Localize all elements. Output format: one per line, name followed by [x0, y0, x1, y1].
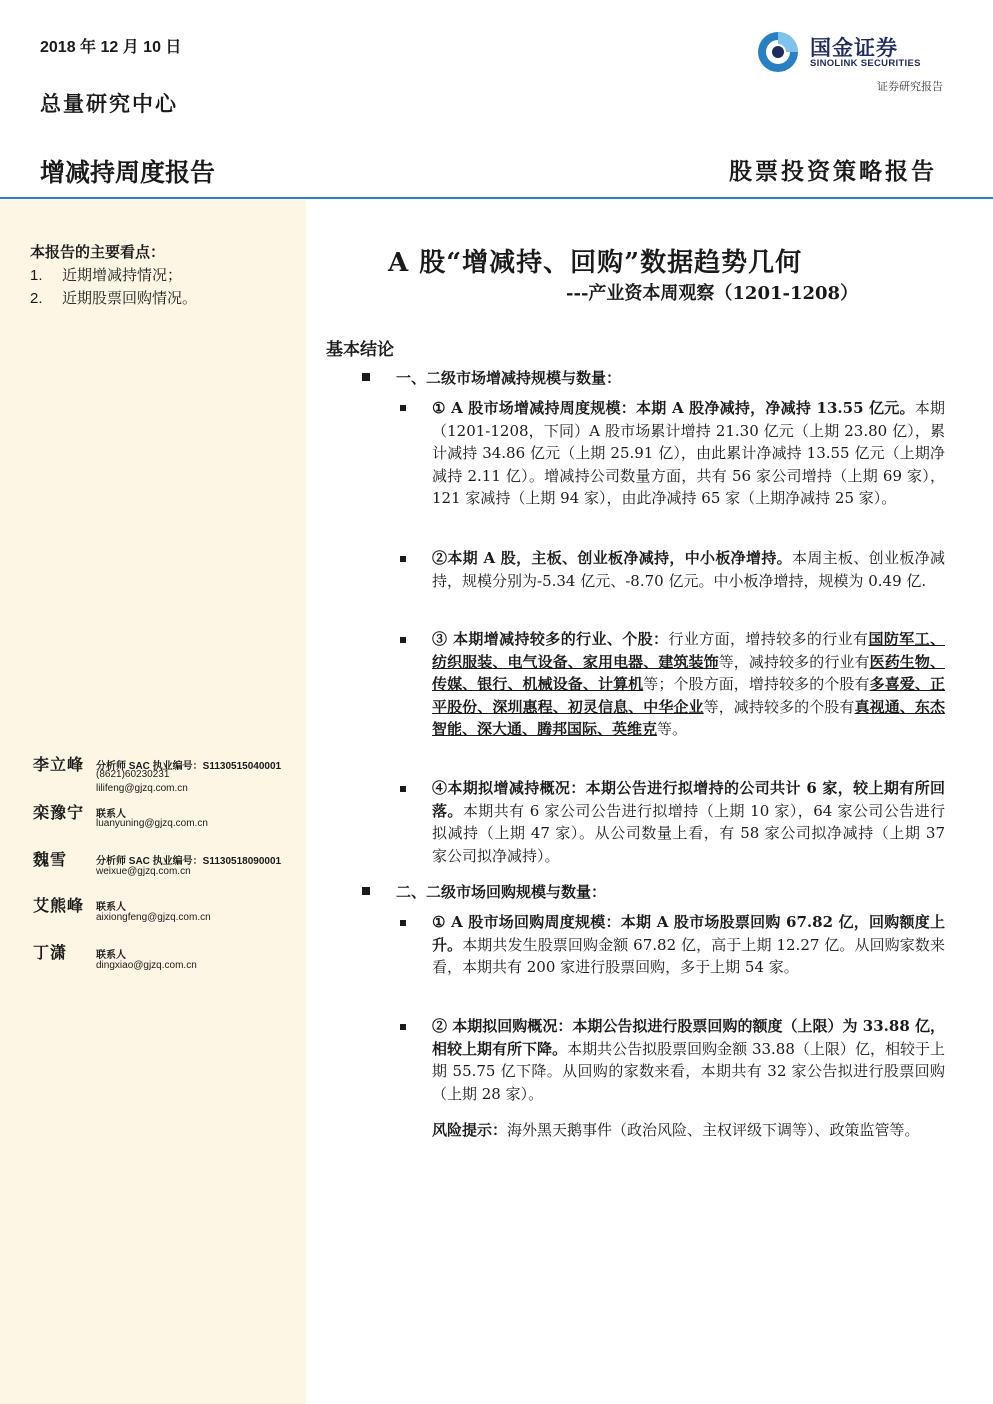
author-email[interactable]: weixue@gjzq.com.cn: [96, 866, 191, 877]
item-bullet-icon: [400, 1024, 406, 1030]
author-email[interactable]: dingxiao@gjzq.com.cn: [96, 960, 197, 971]
industry-list-down: 医药生物、传媒、银行、机械设备、计算机: [432, 652, 945, 694]
stock-list-down: 真视通、东杰智能、深大通、腾邦国际、英维克: [432, 697, 945, 739]
author-role: 联系人: [96, 809, 126, 820]
report-title: 增减持周度报告: [40, 159, 216, 187]
highlight-item: [30, 264, 182, 285]
author-name: 丁潇: [33, 943, 68, 962]
paragraph: [432, 547, 945, 592]
section-title: 二、二级市场回购规模与数量：: [396, 883, 607, 901]
paragraph-body: 本周主板、创业板净减持，规模分别为-5.34 亿元、-8.70 亿元。中小板净增持，规模为 0.49 亿.: [432, 549, 945, 590]
paragraph: [432, 911, 945, 979]
report-date: 2018 年 12 月 10 日: [40, 39, 182, 56]
main-subtitle: ---产业资本周观察（1201-1208）: [566, 283, 859, 304]
brand-name-cn: 国金证券: [810, 37, 898, 60]
author-role: 联系人: [96, 902, 126, 913]
paragraph-lead: ③ 本期增减持较多的行业、个股：: [432, 630, 669, 648]
paragraph-body: 等。: [657, 720, 688, 739]
paragraph-body: 行业方面，增持较多的行业有: [668, 630, 869, 648]
main-title: A 股“增减持、回购”数据趋势几何: [388, 248, 803, 278]
paragraph-body: 本期（1201-1208，下同）A 股市场累计增持 21.30 亿元（上期 23.80 亿），累计减持 34.86 亿元（上期 25.91 亿），由此累计净减持 13.55 亿元（上期净减持 2.11 亿）。增减持公司数量方面，共有 56 家公司增持（上期 69 家），121 家减持（上期 94 家），由此净减持 65 家（上期净减持 25 家）。: [432, 399, 945, 508]
paragraph-body: 本期共公告拟股票回购金额 33.88（上限）亿，相较于上期 55.75 亿下降。从回购的家数来看，本期共有 32 家公告拟进行股票回购（上期 28 家）。: [432, 1039, 945, 1103]
paragraph: [432, 397, 945, 510]
section-title: 一、二级市场增减持规模与数量：: [396, 369, 622, 387]
item-bullet-icon: [400, 556, 406, 562]
stock-list-up: 多喜爱、正平股份、深圳惠程、初灵信息、中华企业: [432, 675, 945, 716]
highlights-title: 本报告的主要看点：: [30, 243, 166, 261]
author-name: 魏雪: [33, 850, 68, 869]
industry-list-up: 国防军工、纺织服装、电气设备、家用电器、建筑装饰: [432, 630, 945, 671]
author-role: 联系人: [96, 950, 126, 961]
paragraph-body: 等；个股方面，增持较多的个股有: [643, 675, 870, 694]
author-role: 分析师 SAC 执业编号：S1130515040001: [96, 761, 282, 772]
risk-warning: [432, 1119, 945, 1142]
risk-label: 风险提示：: [432, 1121, 508, 1139]
author-email[interactable]: lilifeng@gjzq.com.cn: [96, 783, 188, 794]
brand-name-en: SINOLINK SECURITIES: [810, 58, 921, 69]
paragraph: [432, 777, 945, 867]
author-email[interactable]: luanyuning@gjzq.com.cn: [96, 818, 208, 829]
paragraph: [432, 628, 945, 741]
paragraph-lead: ④本期拟增减持概况：本期公告进行拟增持的公司共计 6 家，较上期有所回落。: [432, 779, 945, 820]
paragraph-body: 本期共发生股票回购金额 67.82 亿，高于上期 12.27 亿。从回购家数来看，本期共有 200 家进行股票回购，多于上期 54 家。: [432, 935, 945, 977]
item-bullet-icon: [400, 920, 406, 926]
paragraph: [432, 1015, 945, 1105]
highlight-item: [30, 287, 197, 308]
author-name: 栾豫宁: [33, 803, 85, 822]
sinolink-logo-icon: [756, 30, 800, 74]
paragraph-lead: ① A 股市场增减持周度规模：本期 A 股净减持，净减持 13.55 亿元。: [432, 399, 915, 417]
section-bullet-icon: [362, 373, 370, 381]
highlight-number: 1.: [30, 267, 43, 284]
company-logo: [756, 30, 944, 78]
highlight-text: 近期增减持情况；: [62, 266, 183, 284]
paragraph-body: 本期共有 6 家公司公告进行拟增持（上期 10 家），64 家公司公告进行拟减持（上期 47 家）。从公司数量上看，有 58 家公司拟净减持（上期 37 家公司拟净减持）。: [432, 801, 945, 865]
author-name: 艾熊峰: [33, 896, 85, 915]
paragraph-body: 等，减持较多的个股有: [703, 697, 855, 716]
highlight-number: 2.: [30, 290, 43, 307]
item-bullet-icon: [400, 637, 406, 643]
report-type: 证券研究报告: [877, 80, 943, 93]
basic-conclusion-heading: 基本结论: [326, 340, 394, 360]
research-center: 总量研究中心: [40, 91, 178, 116]
paragraph-lead: ②本期 A 股，主板、创业板净减持，中小板净增持。: [432, 549, 793, 567]
author-role: 分析师 SAC 执业编号：S1130518090001: [96, 856, 282, 867]
author-phone: (8621)60230231: [96, 769, 170, 780]
author-email[interactable]: aixiongfeng@gjzq.com.cn: [96, 912, 211, 923]
item-bullet-icon: [400, 786, 406, 792]
report-category: 股票投资策略报告: [729, 158, 937, 185]
paragraph-lead: ① A 股市场回购周度规模：本期 A 股市场股票回购 67.82 亿，回购额度上升。: [432, 913, 945, 954]
risk-text: 海外黑天鹅事件（政治风险、主权评级下调等）、政策监管等。: [507, 1121, 920, 1139]
highlight-text: 近期股票回购情况。: [62, 289, 198, 307]
author-name: 李立峰: [33, 755, 85, 774]
paragraph-lead: ② 本期拟回购概况：本期公告拟进行股票回购的额度（上限）为 33.88 亿，相较上期有所下降。: [432, 1017, 945, 1058]
section-bullet-icon: [362, 887, 370, 895]
header-divider: [0, 197, 993, 199]
item-bullet-icon: [400, 405, 406, 411]
paragraph-body: 等，减持较多的行业有: [718, 652, 870, 671]
